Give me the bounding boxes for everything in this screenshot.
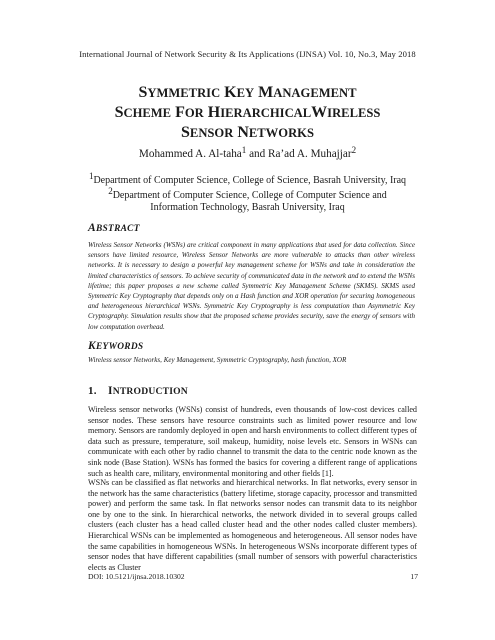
author-2-name: Ra’ad A. Muhajjar [268,148,352,160]
abstract-text: Wireless Sensor Networks (WSNs) are critical component in many applications that used for data collection. Since sensors have limited resource, Wireless Sensor Networks are more vulnerable to attacks than other wireless networks. It is necessary to design a powerful key management scheme for WSNs and take in consideration the limited characteristics of sensors. To achieve security of communicated data in the network and to extend the WSNs lifetime; this paper proposes a new scheme called Symmetric Key Management Scheme (SKMS). SKMS used Symmetric Key Cryptography that depends only on a Hash function and XOR operation for securing homogeneous and heterogeneous hierarchical WSNs. Symmetric Key Cryptography is less computation than Asymmetric Key Cryptography. Simulation results show that the proposed scheme provides security, save the energy of sensors with low computation overhead. [88,241,415,331]
affiliation-2: $^2$Department of Computer Science, College of Computer Science and Information Technology, Basrah University, Iraq [108,186,387,213]
author-2-sup: 2 [351,145,357,155]
paper-title [40,83,455,143]
author-1-name: Mohammed A. Al-taha [138,148,242,160]
author-1-sup: 1 [241,145,247,155]
keywords-text: Wireless sensor Networks, Key Management, Symmetric Cryptography, hash function, XOR [88,356,347,364]
keywords-heading: KEYWORDS [88,340,144,352]
introduction-heading: 1. INTRODUCTION [88,385,188,397]
author-conjunction: and [249,148,266,160]
affiliation-1: $^1$Department of Computer Science, College of Science, Basrah University, Iraq [88,171,407,186]
title-line-2: SCHEME FOR HIERARCHICALWIRELESS [114,104,381,121]
journal-header: International Journal of Network Security & Its Applications (IJNSA) Vol. 10, No.3, May 2018 [79,49,416,59]
title-line-1: SYMMETRIC KEY MANAGEMENT [138,84,357,101]
page-number: 17 [410,572,418,581]
doi-text: DOI: 10.5121/ijnsa.2018.10302 [88,572,185,581]
section-number: 1. [88,385,97,397]
abstract-heading: ABSTRACT [88,222,140,234]
author-line [0,145,495,160]
title-line-3: SENSOR NETWORKS [181,124,314,141]
intro-paragraph-1: Wireless sensor networks (WSNs) consist of hundreds, even thousands of low-cost devices called sensor nodes. These sensors have resource constraints such as limited power resource and low memory. Sensors are randomly deployed in open and harsh environments to collect different types of data such as pressure, temperature, soil makeup, humidity, noise levels etc. Sensors in WSNs can communicate with each other by radio channel to transmit the data to the centric node known as the sink node (Base Station). WSNs has formed the basics for covering a different range of applications such as health care, military, environmental monitoring and other fields [1]. [88,405,417,478]
intro-paragraph-2: WSNs can be classified as flat networks and hierarchical networks. In flat networks, every sensor in the network has the same characteristics (battery lifetime, storage capacity, processor and transmitted power) and perform the same task. In flat networks sensor nodes can transmit data to its neighbor one by one to the sink. In hierarchical networks, the network divided in to several groups called clusters (each cluster has a head called cluster head and the other nodes called cluster members). Hierarchical WSNs can be implemented as homogeneous and heterogeneous. All sensor nodes have the same capabilities in homogeneous WSNs. In heterogeneous WSNs incorporate different types of sensor nodes that have different capabilities (small number of sensors with powerful characteristics elects as Cluster [88,478,417,572]
